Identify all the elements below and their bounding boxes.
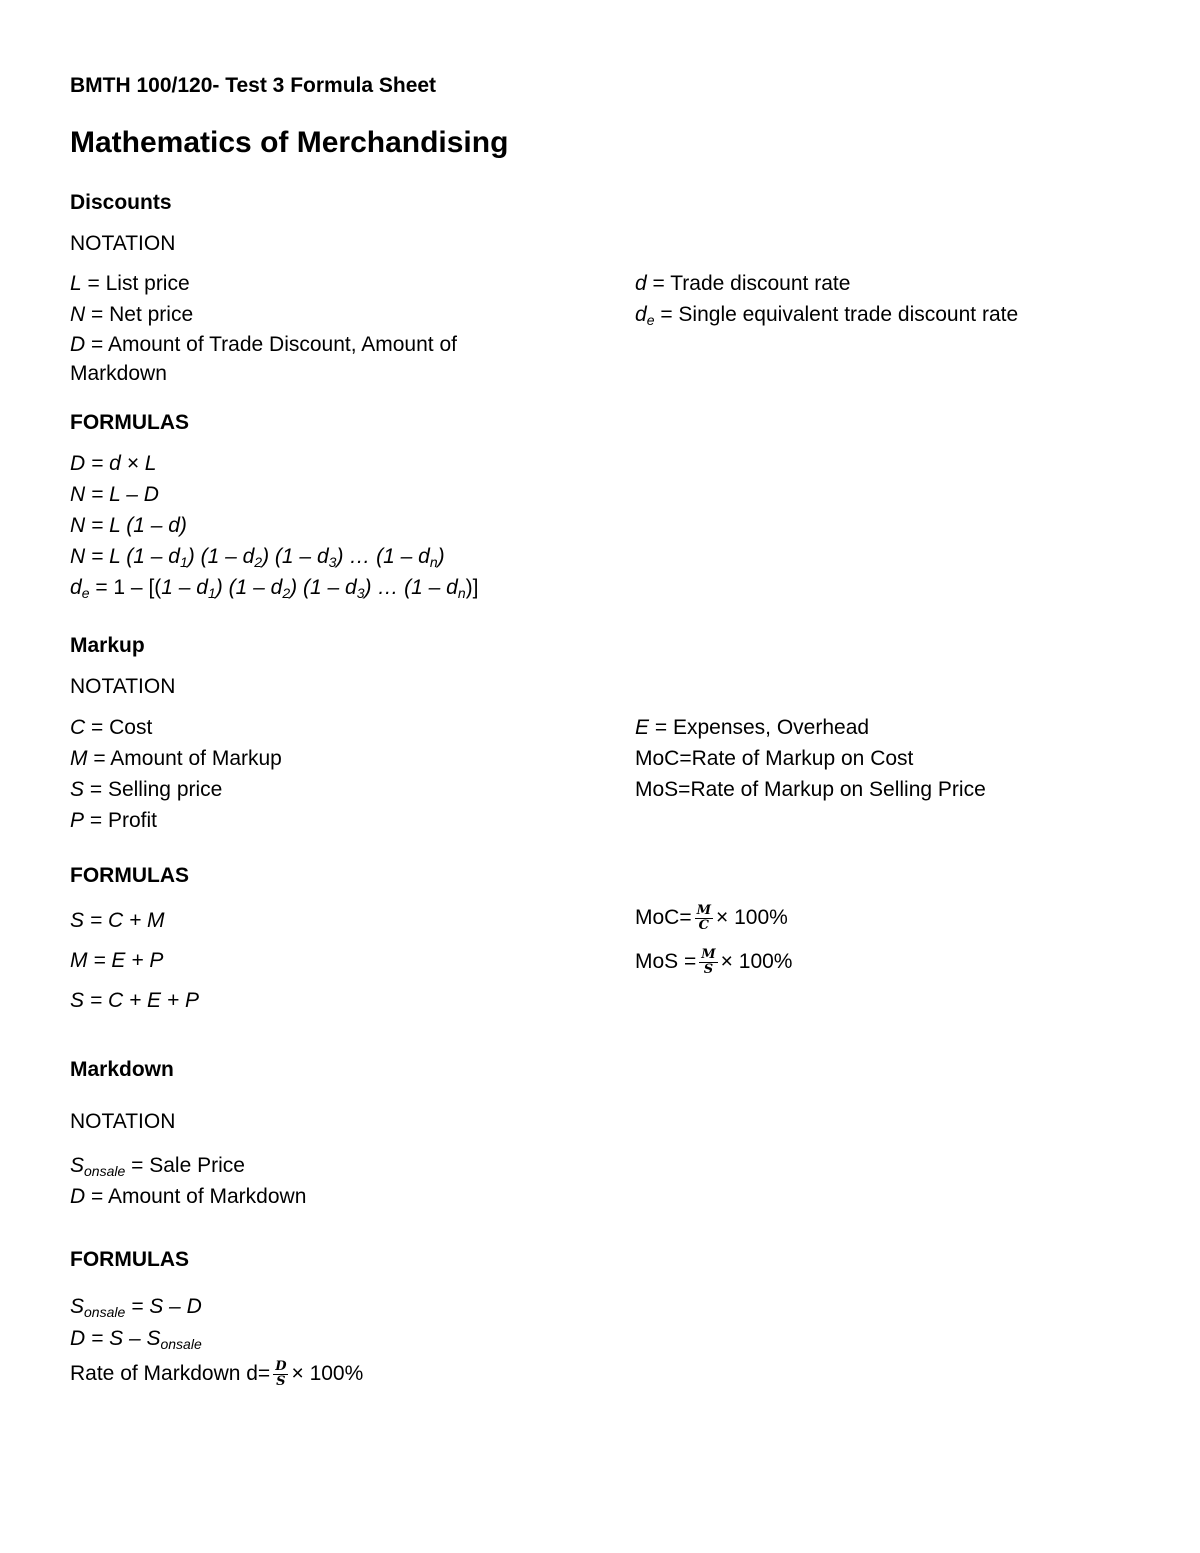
notation-item: MoC=Rate of Markup on Cost (635, 747, 914, 770)
notation-symbol: E (635, 716, 650, 739)
markup-notation-right (635, 712, 986, 805)
notation-symbol: S (70, 778, 85, 801)
formula: S = C + E + P (70, 989, 199, 1012)
notation-item (70, 299, 457, 330)
notation-item (635, 268, 1018, 299)
notation-symbol: P (70, 809, 85, 832)
notation-item (70, 712, 282, 743)
formula: S = C + M (70, 909, 165, 932)
notation-item (70, 1181, 306, 1212)
notation-item (70, 1150, 306, 1181)
formula: M = E + P (70, 949, 164, 972)
notation-continuation: Markdown (70, 362, 167, 385)
notation-item (70, 805, 282, 836)
notation-item (70, 268, 457, 299)
notation-subscript: e (646, 312, 655, 328)
markdown-heading: Markdown (70, 1058, 174, 1081)
notation-symbol: L (70, 272, 82, 295)
notation-definition: = Single equivalent trade discount rate (654, 303, 1019, 326)
notation-definition: = Selling price (84, 778, 223, 801)
notation-symbol: C (70, 716, 86, 739)
notation-symbol: d (635, 272, 647, 295)
discounts-heading: Discounts (70, 191, 172, 214)
notation-item (70, 743, 282, 774)
notation-subscript: onsale (84, 1163, 126, 1179)
formula-sale-price: $S_{onsale} = S - D$ (70, 1295, 202, 1320)
notation-item (70, 330, 457, 359)
notation-definition: = Amount of Markup (87, 747, 282, 770)
notation-symbol: d (635, 303, 647, 326)
notation-item (70, 774, 282, 805)
page-title: Mathematics of Merchandising (70, 126, 509, 159)
markup-notation-heading: NOTATION (70, 675, 176, 698)
course-title: BMTH 100/120- Test 3 Formula Sheet (70, 74, 437, 97)
notation-symbol: S (70, 1154, 85, 1177)
formula-markup-on-cost: MoC= $\frac{M}{C}$ × 100% (635, 902, 788, 933)
notation-definition: = Profit (84, 809, 157, 832)
markup-formulas (70, 901, 199, 1021)
discounts-notation-right (635, 268, 1018, 330)
formula-markup-on-selling-price: MoS = $\frac{M}{S}$ × 100% (635, 946, 793, 977)
markup-formulas-heading: FORMULAS (70, 864, 189, 887)
notation-definition: = Amount of Trade Discount, Amount of (85, 333, 457, 356)
markdown-notation (70, 1150, 306, 1212)
discounts-notation-left (70, 268, 457, 388)
discounts-notation-heading: NOTATION (70, 232, 176, 255)
markup-notation-left (70, 712, 282, 836)
notation-item: MoS=Rate of Markup on Selling Price (635, 778, 986, 801)
fraction: $\frac{D}{S}$ (275, 1358, 287, 1389)
notation-definition: = Trade discount rate (646, 272, 851, 295)
formula-single-equivalent-rate: $d_e = 1 - [(1 - d_1)$ $(1 - d_2)$ $(1 - d_3)$ … $(1 - d_n)$] (70, 576, 479, 601)
notation-symbol: D (70, 333, 86, 356)
discounts-formulas-heading: FORMULAS (70, 411, 189, 434)
notation-definition: = List price (81, 272, 190, 295)
notation-symbol: N (70, 303, 86, 326)
notation-item (635, 712, 986, 743)
notation-symbol: M (70, 747, 88, 770)
notation-definition: = Cost (85, 716, 153, 739)
markup-heading: Markup (70, 634, 145, 657)
formula-rate-of-markdown: Rate of Markdown d= $\frac{D}{S}$ × 100% (70, 1358, 364, 1389)
fraction: $\frac{M}{S}$ (701, 946, 716, 977)
formula: N = L (1 – d) (70, 514, 187, 537)
formula: N = L – D (70, 483, 159, 506)
formula-markdown-amount: $D = S - S_{onsale}$ (70, 1327, 202, 1352)
fraction: $\frac{M}{C}$ (696, 902, 711, 933)
notation-definition: = Net price (85, 303, 194, 326)
notation-item (635, 299, 1018, 330)
notation-symbol: D (70, 1185, 86, 1208)
discounts-formulas (70, 448, 479, 603)
markdown-formulas (70, 1291, 202, 1355)
formula-net-price-series: N = L $(1 - d_1)$ $(1 - d_2)$ $(1 - d_3)$ … $(1 - d_n)$ (70, 545, 445, 570)
notation-definition: = Expenses, Overhead (649, 716, 870, 739)
markdown-notation-heading: NOTATION (70, 1110, 176, 1133)
formula: D = d × L (70, 452, 157, 475)
markdown-formulas-heading: FORMULAS (70, 1248, 189, 1271)
notation-definition: = Amount of Markdown (85, 1185, 307, 1208)
notation-definition: = Sale Price (125, 1154, 245, 1177)
